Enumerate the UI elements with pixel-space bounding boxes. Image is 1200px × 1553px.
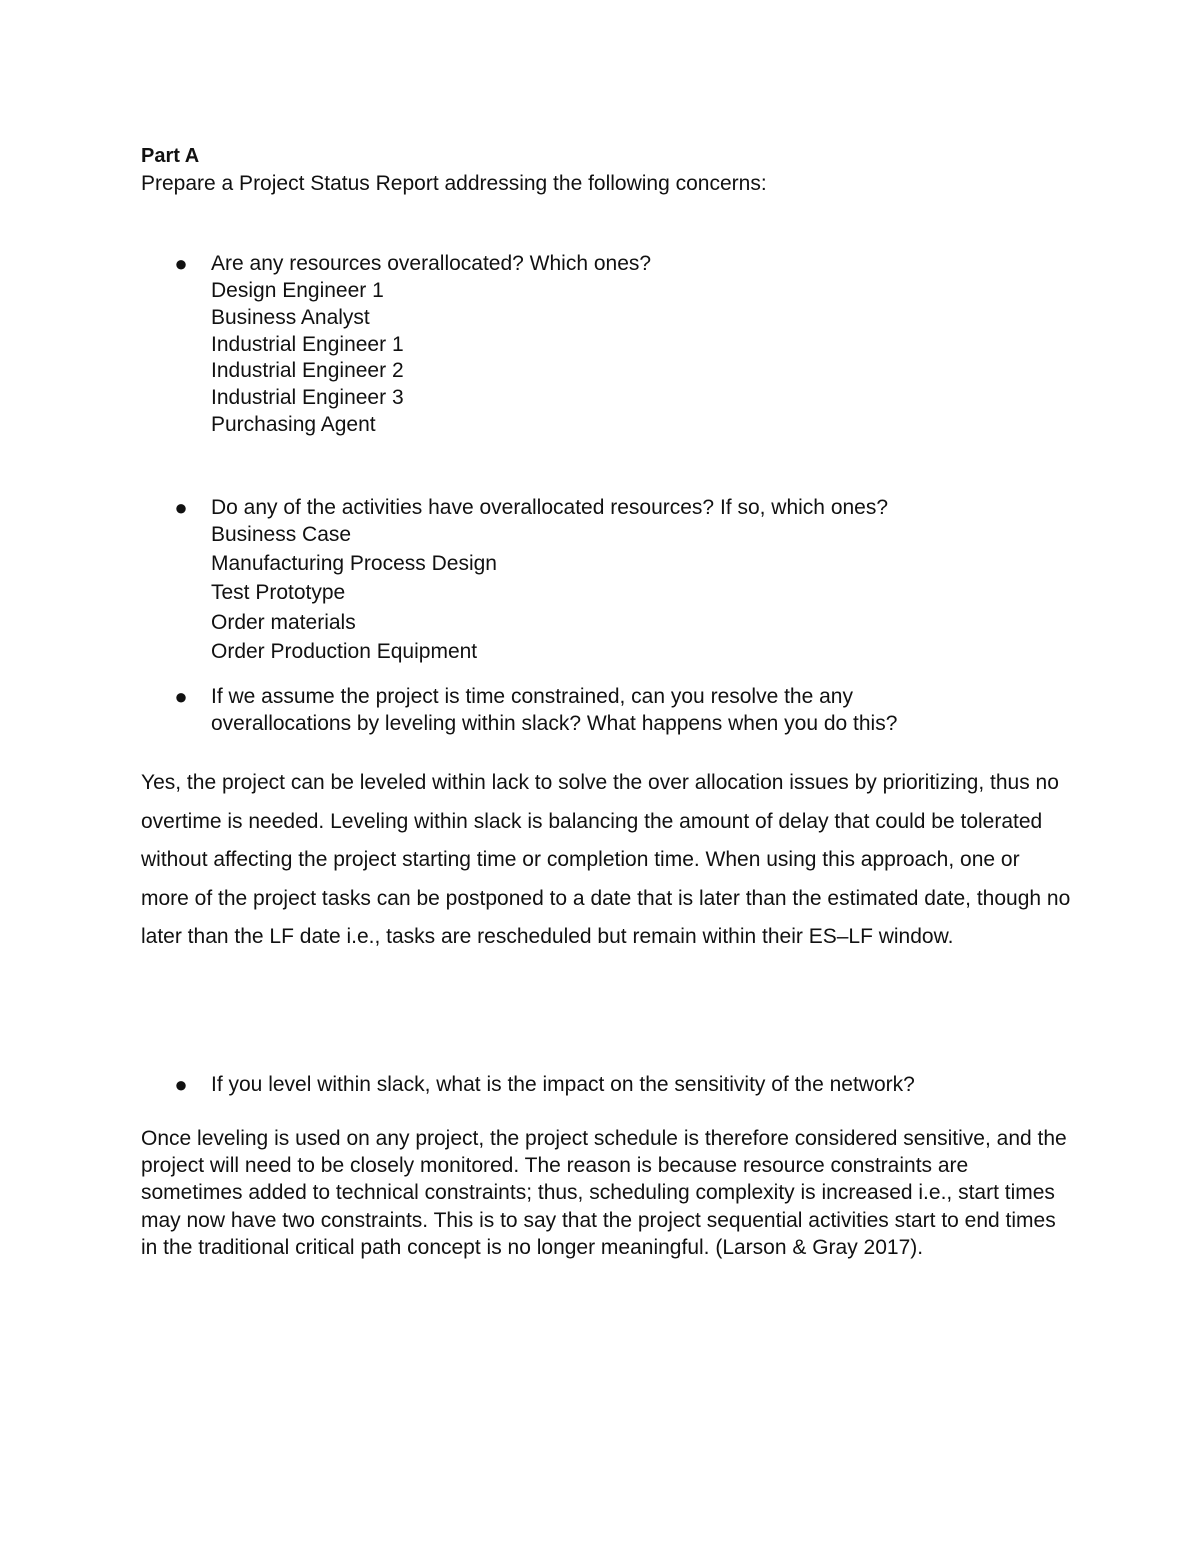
bullet-icon: ● [174, 684, 188, 709]
question-2: Do any of the activities have overallocated resources? If so, which ones? [211, 496, 889, 519]
list-item: Order materials [211, 610, 356, 634]
list-item: Industrial Engineer 2 [211, 359, 404, 383]
question-3-line-2: overallocations by leveling within slack? What happens when you do this? [211, 712, 898, 735]
question-1: Are any resources overallocated? Which ones? [211, 252, 652, 275]
page-heading: Part A [141, 145, 200, 167]
list-item: Industrial Engineer 1 [211, 332, 404, 356]
bullet-icon: ● [174, 495, 188, 520]
bullet-icon: ● [174, 251, 188, 276]
list-item: Purchasing Agent [211, 412, 376, 436]
overallocated-activities-list [211, 520, 497, 666]
question-3-line-1: If we assume the project is time constrained, can you resolve the any [211, 685, 853, 708]
list-item: Business Case [211, 523, 352, 546]
list-item: Design Engineer 1 [211, 279, 384, 302]
bullet-icon: ● [174, 1072, 188, 1097]
list-item: Order Production Equipment [211, 639, 478, 663]
list-item: Industrial Engineer 3 [211, 386, 404, 410]
list-item: Manufacturing Process Design [211, 552, 497, 576]
question-4: If you level within slack, what is the impact on the sensitivity of the network? [211, 1073, 915, 1096]
answer-3-paragraph: Yes, the project can be leveled within lack to solve the over allocation issues by prioritizing, thus no overtime is needed. Leveling within slack is balancing the amount of delay that could be tolerated without affecting the project starting time or completion time. When using this approach, one or more of the project tasks can be postponed to a date that is later than the estimated date, though no later than the LF date i.e., tasks are rescheduled but remain within their ES–LF window. [141, 771, 1071, 949]
intro-text: Prepare a Project Status Report addressing the following concerns: [141, 172, 767, 195]
overallocated-resources-list [211, 278, 404, 439]
list-item: Test Prototype [211, 581, 346, 605]
answer-4-paragraph: Once leveling is used on any project, the project schedule is therefore considered sensitive, and the project will need to be closely monitored. The reason is because resource constraints are sometimes added to technical constraints; thus, scheduling complexity is increased i.e., start times may now have two constraints. This is to say that the project sequential activities start to end times in the traditional critical path concept is no longer meaningful. (Larson & Gray 2017). [141, 1127, 1067, 1259]
list-item: Business Analyst [211, 305, 370, 329]
